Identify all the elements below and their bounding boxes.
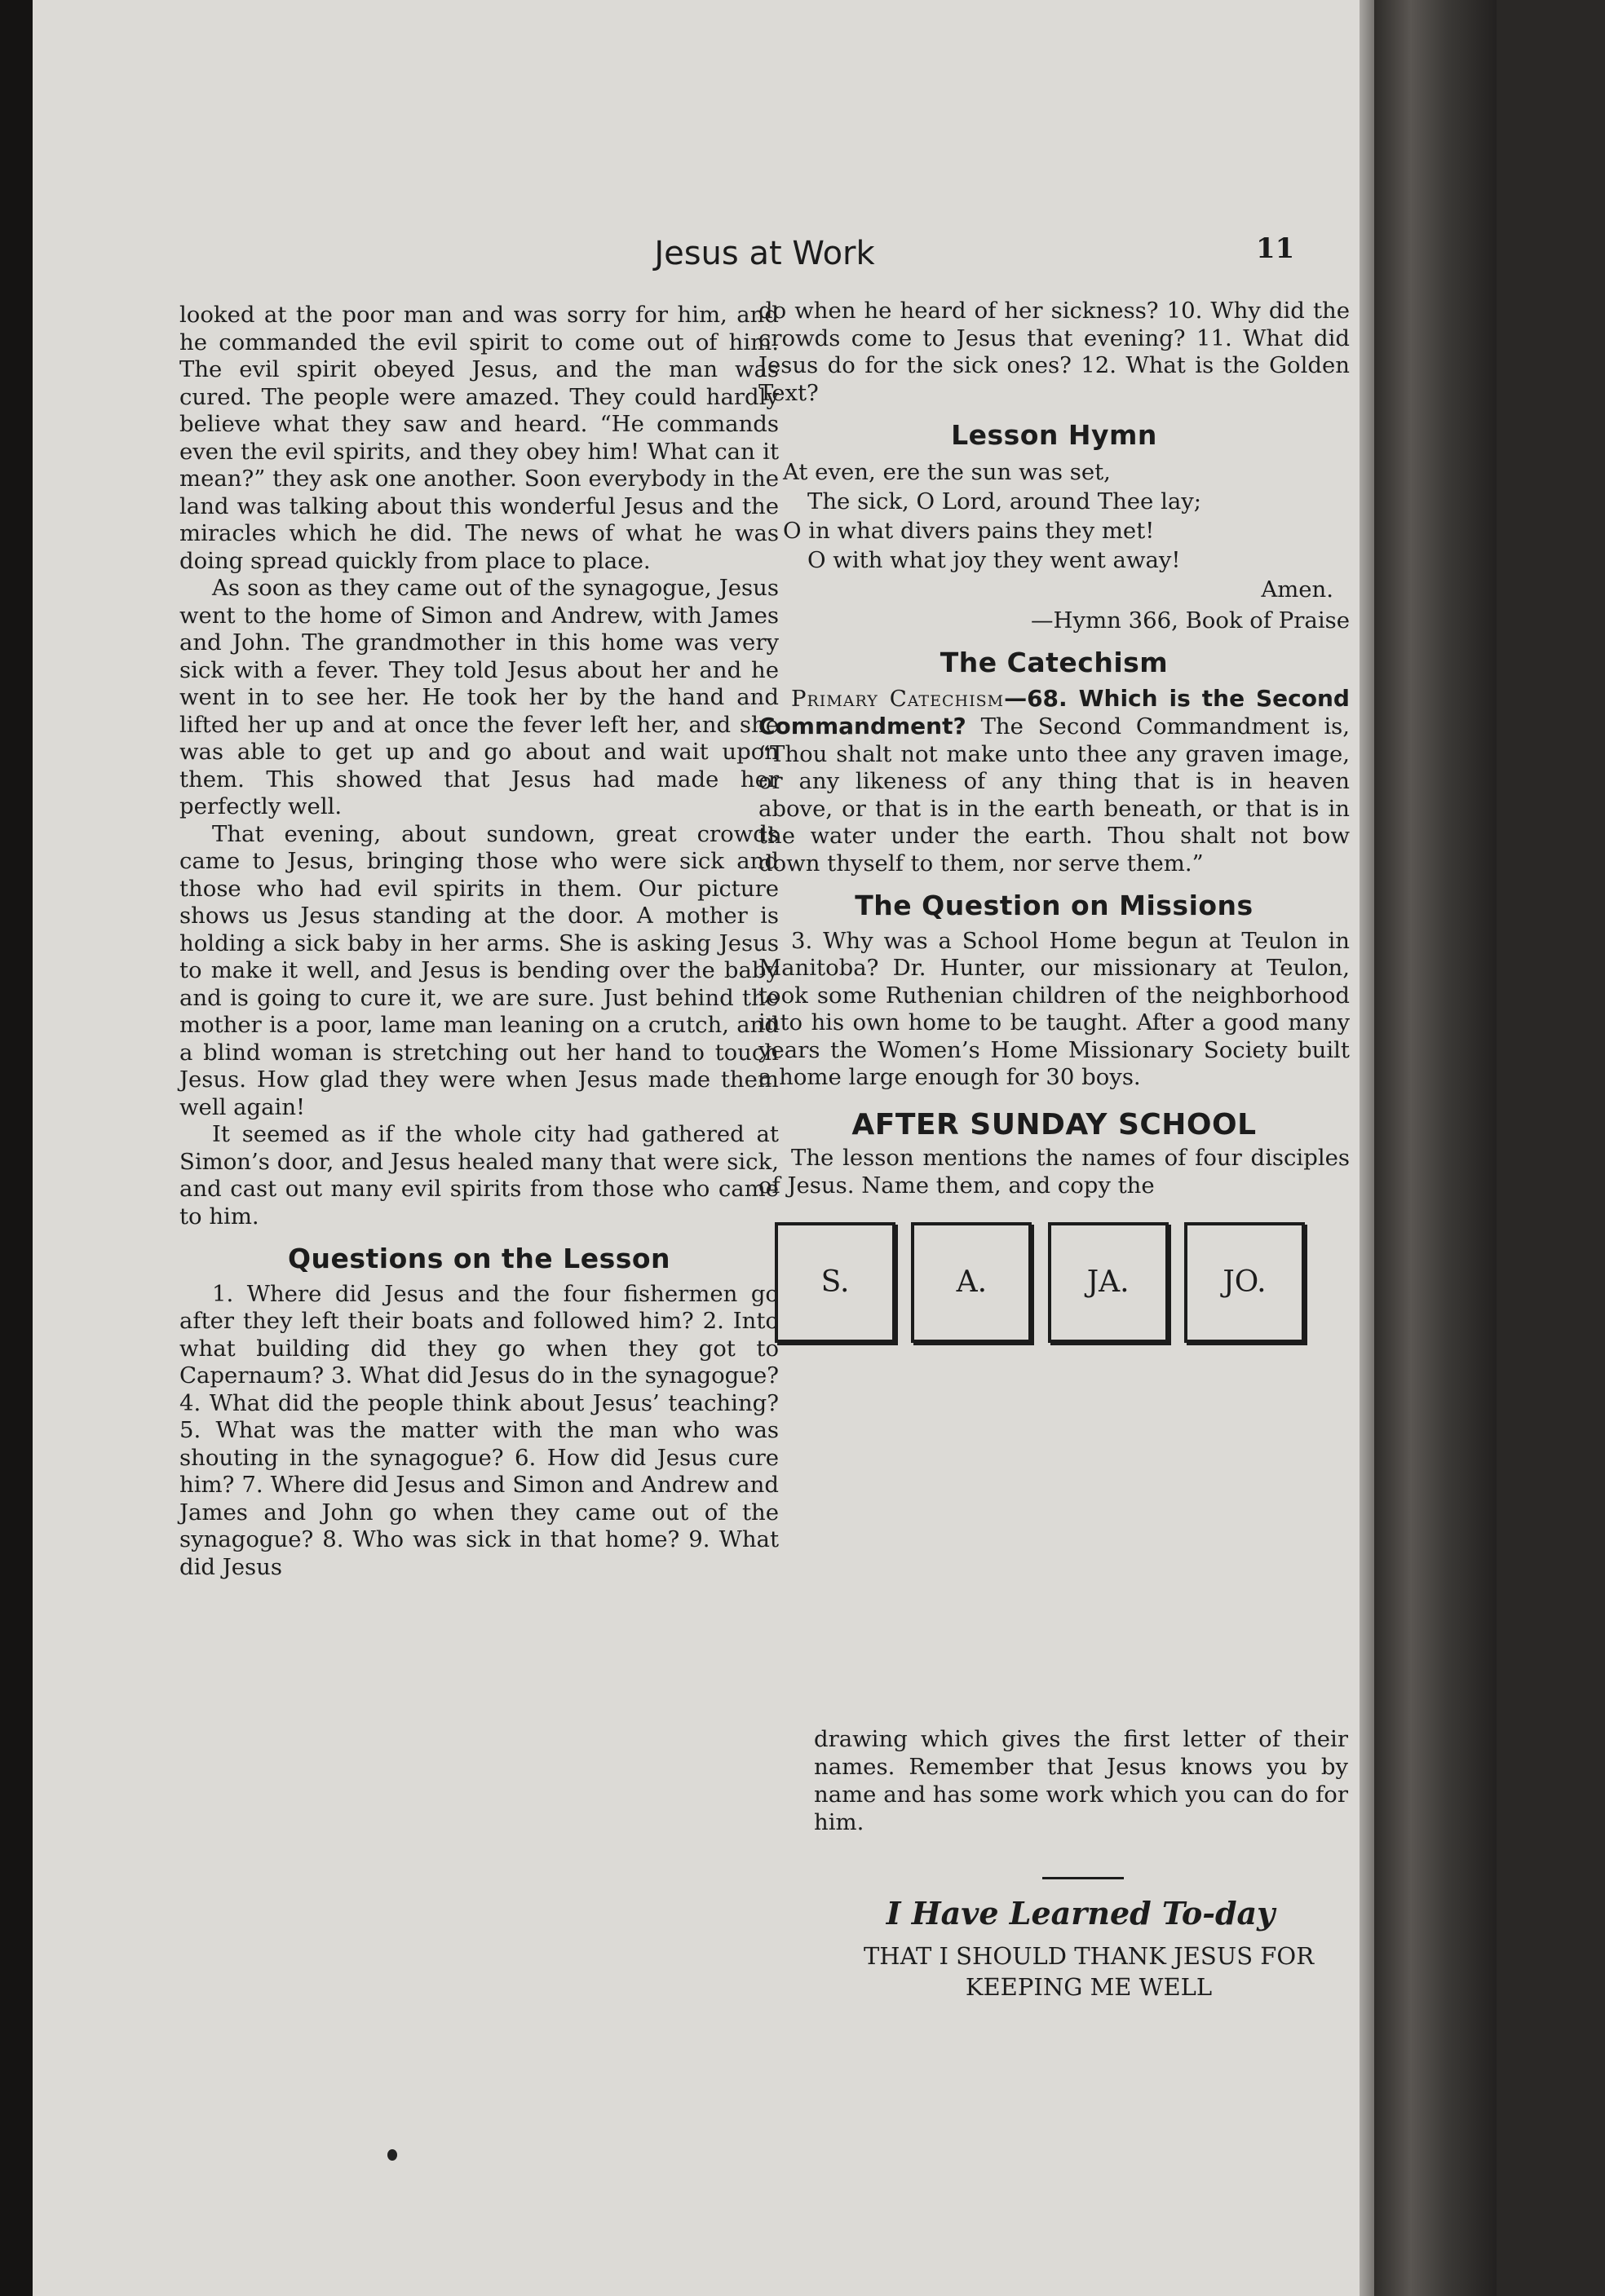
- letter-box: JO.: [1184, 1222, 1305, 1343]
- missions-text: 3. Why was a School Home begun at Teulon in Manitoba? Dr. Hunter, our missionary at Teulon, took some Ruthenian children of the neighborhood into his own home to be taught. After a good many years the Women’s Home Missionary Society built a home large enough for 30 boys.: [758, 927, 1350, 1090]
- body-paragraph: looked at the poor man and was sorry for him, and he commanded the evil spirit to come out of him. The evil spirit obeyed Jesus, and the man was cured. The people were amazed. They could hardly believe what they saw and heard. “He commands even the evil spirits, and they obey him! What can it mean?” they ask one another. Soon everybody in the land was talking about this wonderful Jesus and the miracles which he did. The news of what he was doing spread quickly from place to place.: [179, 302, 779, 574]
- missions-heading: The Question on Missions: [855, 890, 1253, 921]
- running-head: Jesus at Work: [654, 235, 875, 272]
- learned-today-text: THAT I SHOULD THANK JESUS FOR KEEPING ME WELL: [863, 1942, 1315, 2001]
- letter-box: S.: [775, 1222, 895, 1343]
- body-paragraph: It seemed as if the whole city had gathered at Simon’s door, and Jesus healed many that were sick, and cast out many evil spirits from those who came to him.: [179, 1121, 779, 1230]
- after-sunday-school-continued: drawing which gives the first letter of their names. Remember that Jesus knows you by name and has some work which you can do for him.: [814, 1726, 1348, 1835]
- page-number: 11: [1256, 232, 1295, 265]
- catechism-label: Primary Catechism: [791, 685, 1005, 712]
- ink-dot: [387, 2149, 397, 2161]
- catechism-answer: The Second Commandment is, “Thou shalt not make unto thee any graven image, or any likeness of any thing that is in heaven above, or that is in the earth beneath, or that is in the water under the earth. Thou shalt not bow down thyself to them, nor serve them.”: [758, 713, 1350, 876]
- learned-today-heading: I Have Learned To-day: [886, 1895, 1276, 1932]
- hymn-line: The sick, O Lord, around Thee lay;: [807, 488, 1202, 514]
- hymn-amen: Amen.: [1261, 576, 1333, 603]
- questions-continued: do when he heard of her sickness? 10. Why did the crowds come to Jesus that evening? 11. What did Jesus do for the sick ones? 12. What is the Golden Text?: [758, 298, 1350, 406]
- catechism-text: [758, 685, 1350, 878]
- divider-rule: [1042, 1877, 1124, 1879]
- after-sunday-school-text: The lesson mentions the names of four disciples of Jesus. Name them, and copy the: [758, 1145, 1350, 1199]
- body-paragraph: As soon as they came out of the synagogue, Jesus went to the home of Simon and Andrew, with James and John. The grandmother in this home was very sick with a fever. They told Jesus about her and he went in to see her. He took her by the hand and lifted her up and at once the fever left her, and she was able to get up and go about and wait upon them. This showed that Jesus had made her perfectly well.: [179, 575, 779, 819]
- hymn-line: O in what divers pains they met!: [783, 517, 1155, 544]
- questions-heading: Questions on the Lesson: [287, 1243, 671, 1274]
- book-page: [33, 0, 1497, 2296]
- right-column: [758, 298, 1350, 1343]
- left-column: [179, 302, 779, 1581]
- hymn-line: At even, ere the sun was set,: [783, 458, 1111, 485]
- catechism-heading: The Catechism: [940, 647, 1169, 678]
- hymn-attribution: —Hymn 366, Book of Praise: [1031, 607, 1350, 634]
- questions-text: 1. Where did Jesus and the four fishermen go after they left their boats and followed him? 2. Into what building did they go when they got to Capernaum? 3. What did Jesus do in the synagogue? 4. What did the people think about Jesus’ teaching? 5. What was the matter with the man who was shouting in the synagogue? 6. How did Jesus cure him? 7. Where did Jesus and Simon and Andrew and James and John go when they came out of the synagogue? 8. Who was sick in that home? 9. What did Jesus: [179, 1280, 779, 1580]
- catechism-question: —68. Which is the Second Commandment?: [758, 684, 1350, 740]
- after-sunday-school-heading: AFTER SUNDAY SCHOOL: [851, 1107, 1257, 1141]
- hymn-line: O with what joy they went away!: [807, 546, 1181, 573]
- letter-box: JA.: [1048, 1222, 1169, 1343]
- letter-boxes: [775, 1222, 1305, 1343]
- book-spine: [1374, 0, 1497, 2296]
- hymn-verse: [758, 457, 1350, 604]
- body-paragraph: That evening, about sundown, great crowds came to Jesus, bringing those who were sick and those who had evil spirits in them. Our picture shows us Jesus standing at the door. A mother is holding a sick baby in her arms. She is asking Jesus to make it well, and Jesus is bending over the baby and is going to cure it, we are sure. Just behind the mother is a poor, lame man leaning on a crutch, and a blind woman is stretching out her hand to touch Jesus. How glad they were when Jesus made them well again!: [179, 820, 779, 1120]
- letter-box: A.: [911, 1222, 1032, 1343]
- hymn-heading: Lesson Hymn: [951, 419, 1157, 451]
